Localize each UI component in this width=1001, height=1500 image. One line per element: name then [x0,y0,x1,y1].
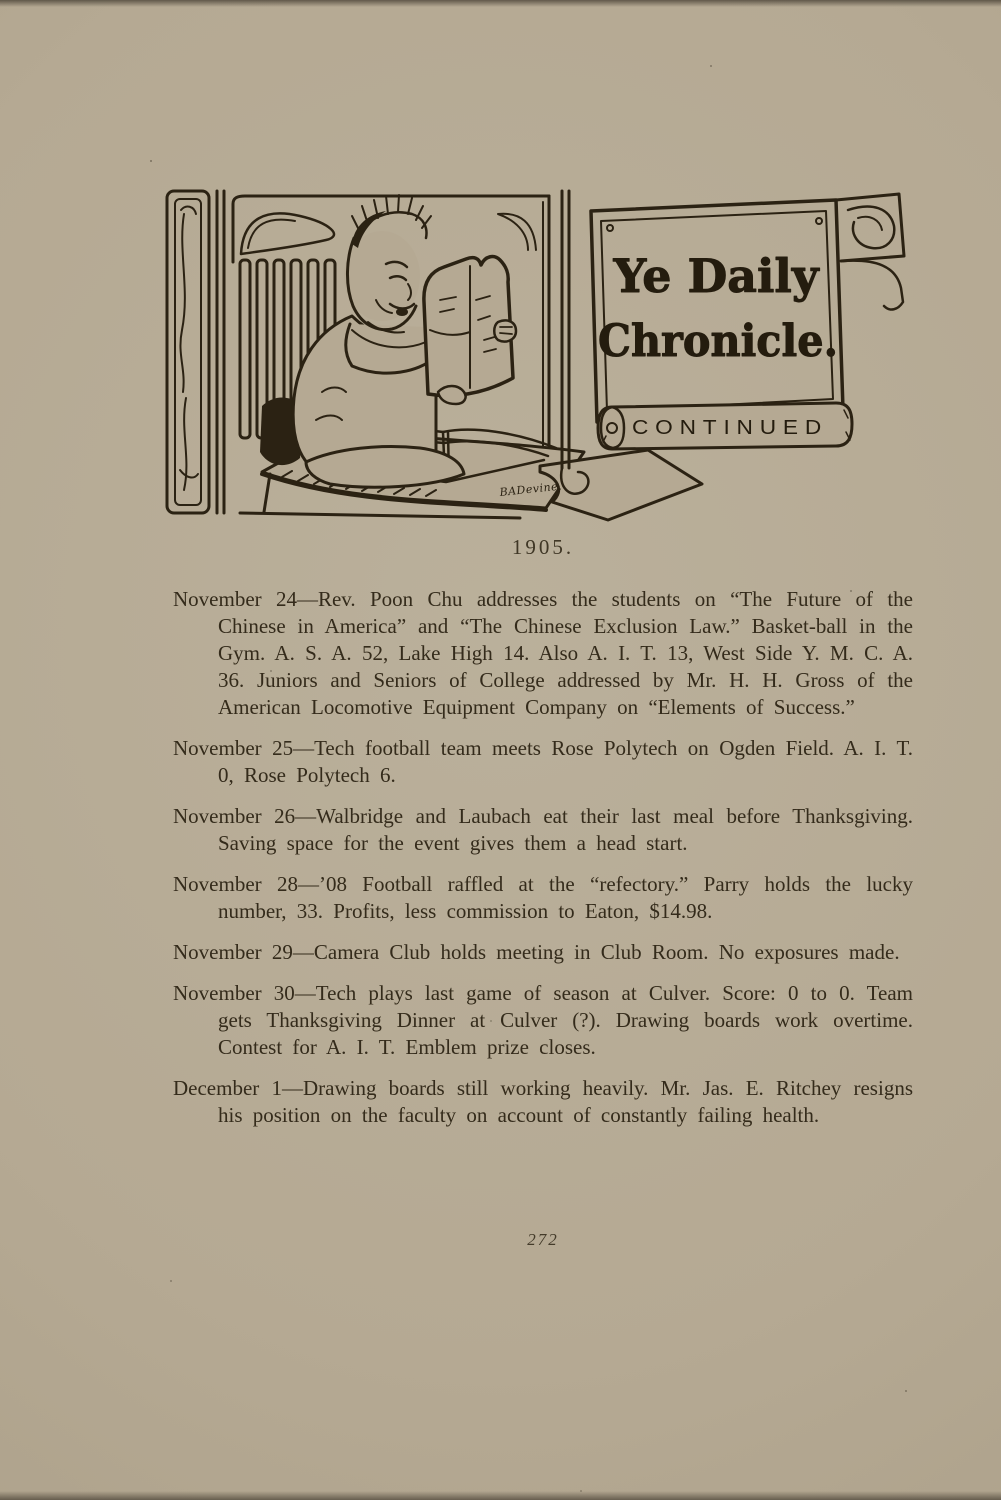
continued-banner-label: CONTINUED [632,417,828,439]
hand-left [438,386,466,404]
artist-signature: BADevine. [498,479,563,499]
entry-november-30: November 30—Tech plays last game of season at Culver. Score: 0 to 0. Team gets Thanksgiving Dinner at Culver (?). Drawing boards work overtime. Contest for A. I. T. Emblem prize closes. [173,981,913,1059]
entry-november-29: November 29—Camera Club holds meeting in Club Room. No exposures made. [173,940,900,964]
sign-title-line1: Ye Daily [612,249,820,303]
vertical-rod [217,191,224,513]
chronicle-entries [173,586,913,1143]
page-number: 272 [527,1230,559,1249]
year-heading: 1905. [511,535,575,559]
reader-head [344,195,431,333]
sign-rod [562,191,569,468]
chronicle-illustration [0,183,1001,533]
sign-title-line2: Chronicle. [598,316,838,367]
continued-scroll [598,403,852,449]
forearm [306,447,464,488]
sign-board-inner [601,211,833,411]
sign [561,191,904,494]
scan-edge-top [0,0,1001,7]
paper-speckles [150,160,152,162]
entry-november-26: November 26—Walbridge and Laubach eat their last meal before Thanksgiving. Saving space for the event gives them a head start. [173,804,913,855]
sign-board [591,200,843,422]
left-decorative-panel [167,191,209,513]
entry-november-25: November 25—Tech football team meets Rose Polytech on Ogden Field. A. I. T. 0, Rose Polytech 6. [173,736,913,787]
nail-hole-left [607,225,613,231]
entry-december-1: December 1—Drawing boards still working heavily. Mr. Jas. E. Ritchey resigns his position on the faculty on account of constantly failing health. [173,1076,913,1127]
hand-right [494,320,516,341]
entry-november-28: November 28—’08 Football raffled at the “refectory.” Parry holds the lucky number, 33. Profits, less commission to Eaton, $14.98. [173,872,913,923]
entry-november-24: November 24—Rev. Poon Chu addresses the students on “The Future of the Chinese in America” and “The Chinese Exclusion Law.” Basket-ball in the Gym. A. S. A. 52, Lake High 14. Also A. I. T. 13, West Side Y. M. C. A. 36. Juniors and Seniors of College addressed by Mr. H. H. Gross of the American Locomotive Equipment Company on “Elements of Success.” [173,587,913,719]
corner-ornament [836,194,904,309]
nail-hole-right [816,218,822,224]
scan-edge-bottom [0,1491,1001,1500]
